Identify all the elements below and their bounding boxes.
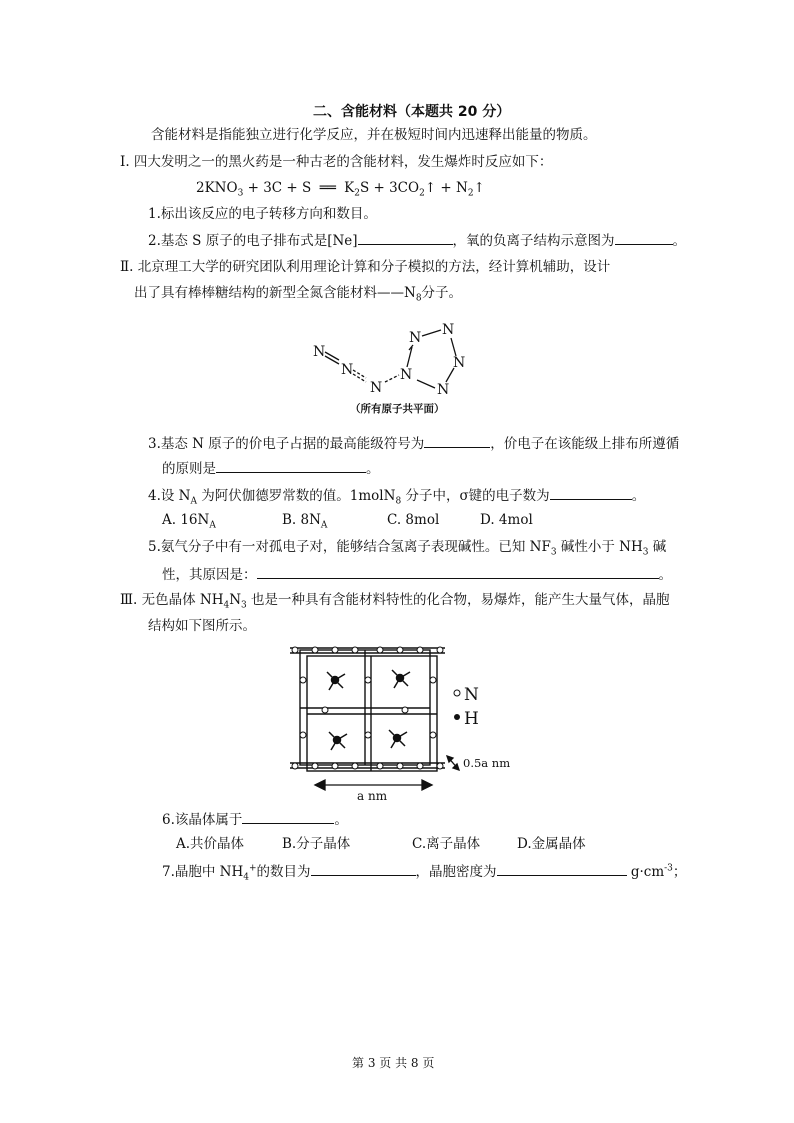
svg-text:H: H	[464, 709, 479, 729]
q4-option-a[interactable]: A. $16N_A$	[162, 512, 216, 531]
answer-blank[interactable]	[216, 458, 366, 473]
svg-text:N: N	[370, 380, 383, 396]
answer-blank[interactable]	[615, 230, 673, 245]
question-4: 4.设 $N_A$ 为阿伏伽德罗常数的值。1molN$_8$ 分子中，σ键的电子数为 。	[148, 485, 645, 505]
q6-option-d[interactable]: D.金属晶体	[517, 836, 586, 852]
cell-legend	[454, 685, 479, 729]
equation-arrow: ══	[319, 180, 336, 196]
answer-blank[interactable]	[257, 564, 659, 579]
svg-text:N: N	[409, 330, 422, 346]
q6-option-b[interactable]: B.分子晶体	[282, 836, 351, 852]
molecule-atoms	[313, 322, 465, 398]
question-2: 2.基态 S 原子的电子排布式是[Ne] ，氧的负离子结构示意图为 。	[148, 230, 686, 250]
q4-option-b[interactable]: B. $8N_A$	[282, 512, 328, 531]
svg-text:N: N	[442, 322, 455, 338]
figure-caption: （所有原子共平面）	[350, 403, 445, 415]
answer-blank[interactable]	[424, 433, 490, 448]
svg-text:N: N	[341, 362, 354, 378]
svg-text:N: N	[400, 367, 413, 383]
ammonium-ion	[329, 732, 347, 750]
q4-option-d[interactable]: D. 4mol	[480, 512, 533, 528]
question-7: 7.晶胞中 $NH_4^+$的数目为 ，晶胞密度为 $g\cdot cm^{-3}$；	[162, 861, 686, 881]
dimension-large: a nm	[357, 789, 388, 800]
svg-text:N: N	[313, 344, 326, 360]
question-5-cont: 性，其原因是： 。	[162, 564, 672, 584]
svg-text:N: N	[453, 355, 466, 371]
page-footer: 第 3 页 共 8 页	[352, 1056, 435, 1070]
part3-heading-line2: 结构如下图所示。	[148, 618, 256, 634]
q6-option-c[interactable]: C.离子晶体	[412, 836, 481, 852]
answer-blank[interactable]	[497, 861, 627, 876]
question-3-cont: 的原则是 。	[162, 458, 380, 478]
intro-text: 含能材料是指能独立进行化学反应，并在极短时间内迅速释出能量的物质。	[151, 127, 597, 143]
ammonium-ion	[389, 730, 407, 748]
svg-text:N: N	[437, 382, 450, 398]
ammonium-ion	[392, 670, 410, 688]
answer-blank[interactable]	[311, 861, 416, 876]
part3-heading: Ⅲ. 无色晶体 $NH_4N_3$ 也是一种具有含能材料特性的化合物，易爆炸，能产生大量气体，晶胞	[120, 592, 670, 611]
cell-frame	[290, 648, 445, 771]
q6-option-a[interactable]: A.共价晶体	[176, 836, 245, 852]
dimension-small: 0.5a nm	[463, 756, 511, 770]
n8-molecule-figure	[305, 312, 490, 420]
question-6: 6.该晶体属于 。	[162, 809, 348, 829]
part1-heading: Ⅰ. 四大发明之一的黑火药是一种古老的含能材料，发生爆炸时反应如下：	[120, 154, 553, 170]
answer-blank[interactable]	[242, 809, 334, 824]
part2-heading-line2: 出了具有棒棒糖结构的新型全氮含能材料$——N_8$分子。	[134, 285, 463, 304]
svg-text:N: N	[464, 685, 479, 705]
q4-option-c[interactable]: C. 8mol	[387, 512, 440, 528]
answer-blank[interactable]	[358, 230, 453, 245]
section-title: 二、含能材料（本题共 20 分）	[313, 104, 511, 120]
question-3: 3.基态 N 原子的价电子占据的最高能级符号为 ，价电子在该能级上排布所遵循	[148, 433, 679, 453]
crystal-cell-figure	[285, 640, 515, 800]
molecule-bonds	[325, 330, 456, 388]
answer-blank[interactable]	[550, 485, 632, 500]
reaction-equation: $2KNO_3 + 3C + S$ ══ $K_2S$ + $3CO_2↑$ + $N_2↑$	[196, 180, 485, 199]
ammonium-ion	[327, 672, 345, 690]
part2-heading-line1: Ⅱ. 北京理工大学的研究团队利用理论计算和分子模拟的方法，经计算机辅助，设计	[120, 259, 611, 275]
question-5: 5.氨气分子中有一对孤电子对，能够结合氢离子表现碱性。已知 $NF_3$ 碱性小于 $NH_3$ 碱	[148, 539, 667, 558]
question-1: 1.标出该反应的电子转移方向和数目。	[148, 206, 377, 222]
